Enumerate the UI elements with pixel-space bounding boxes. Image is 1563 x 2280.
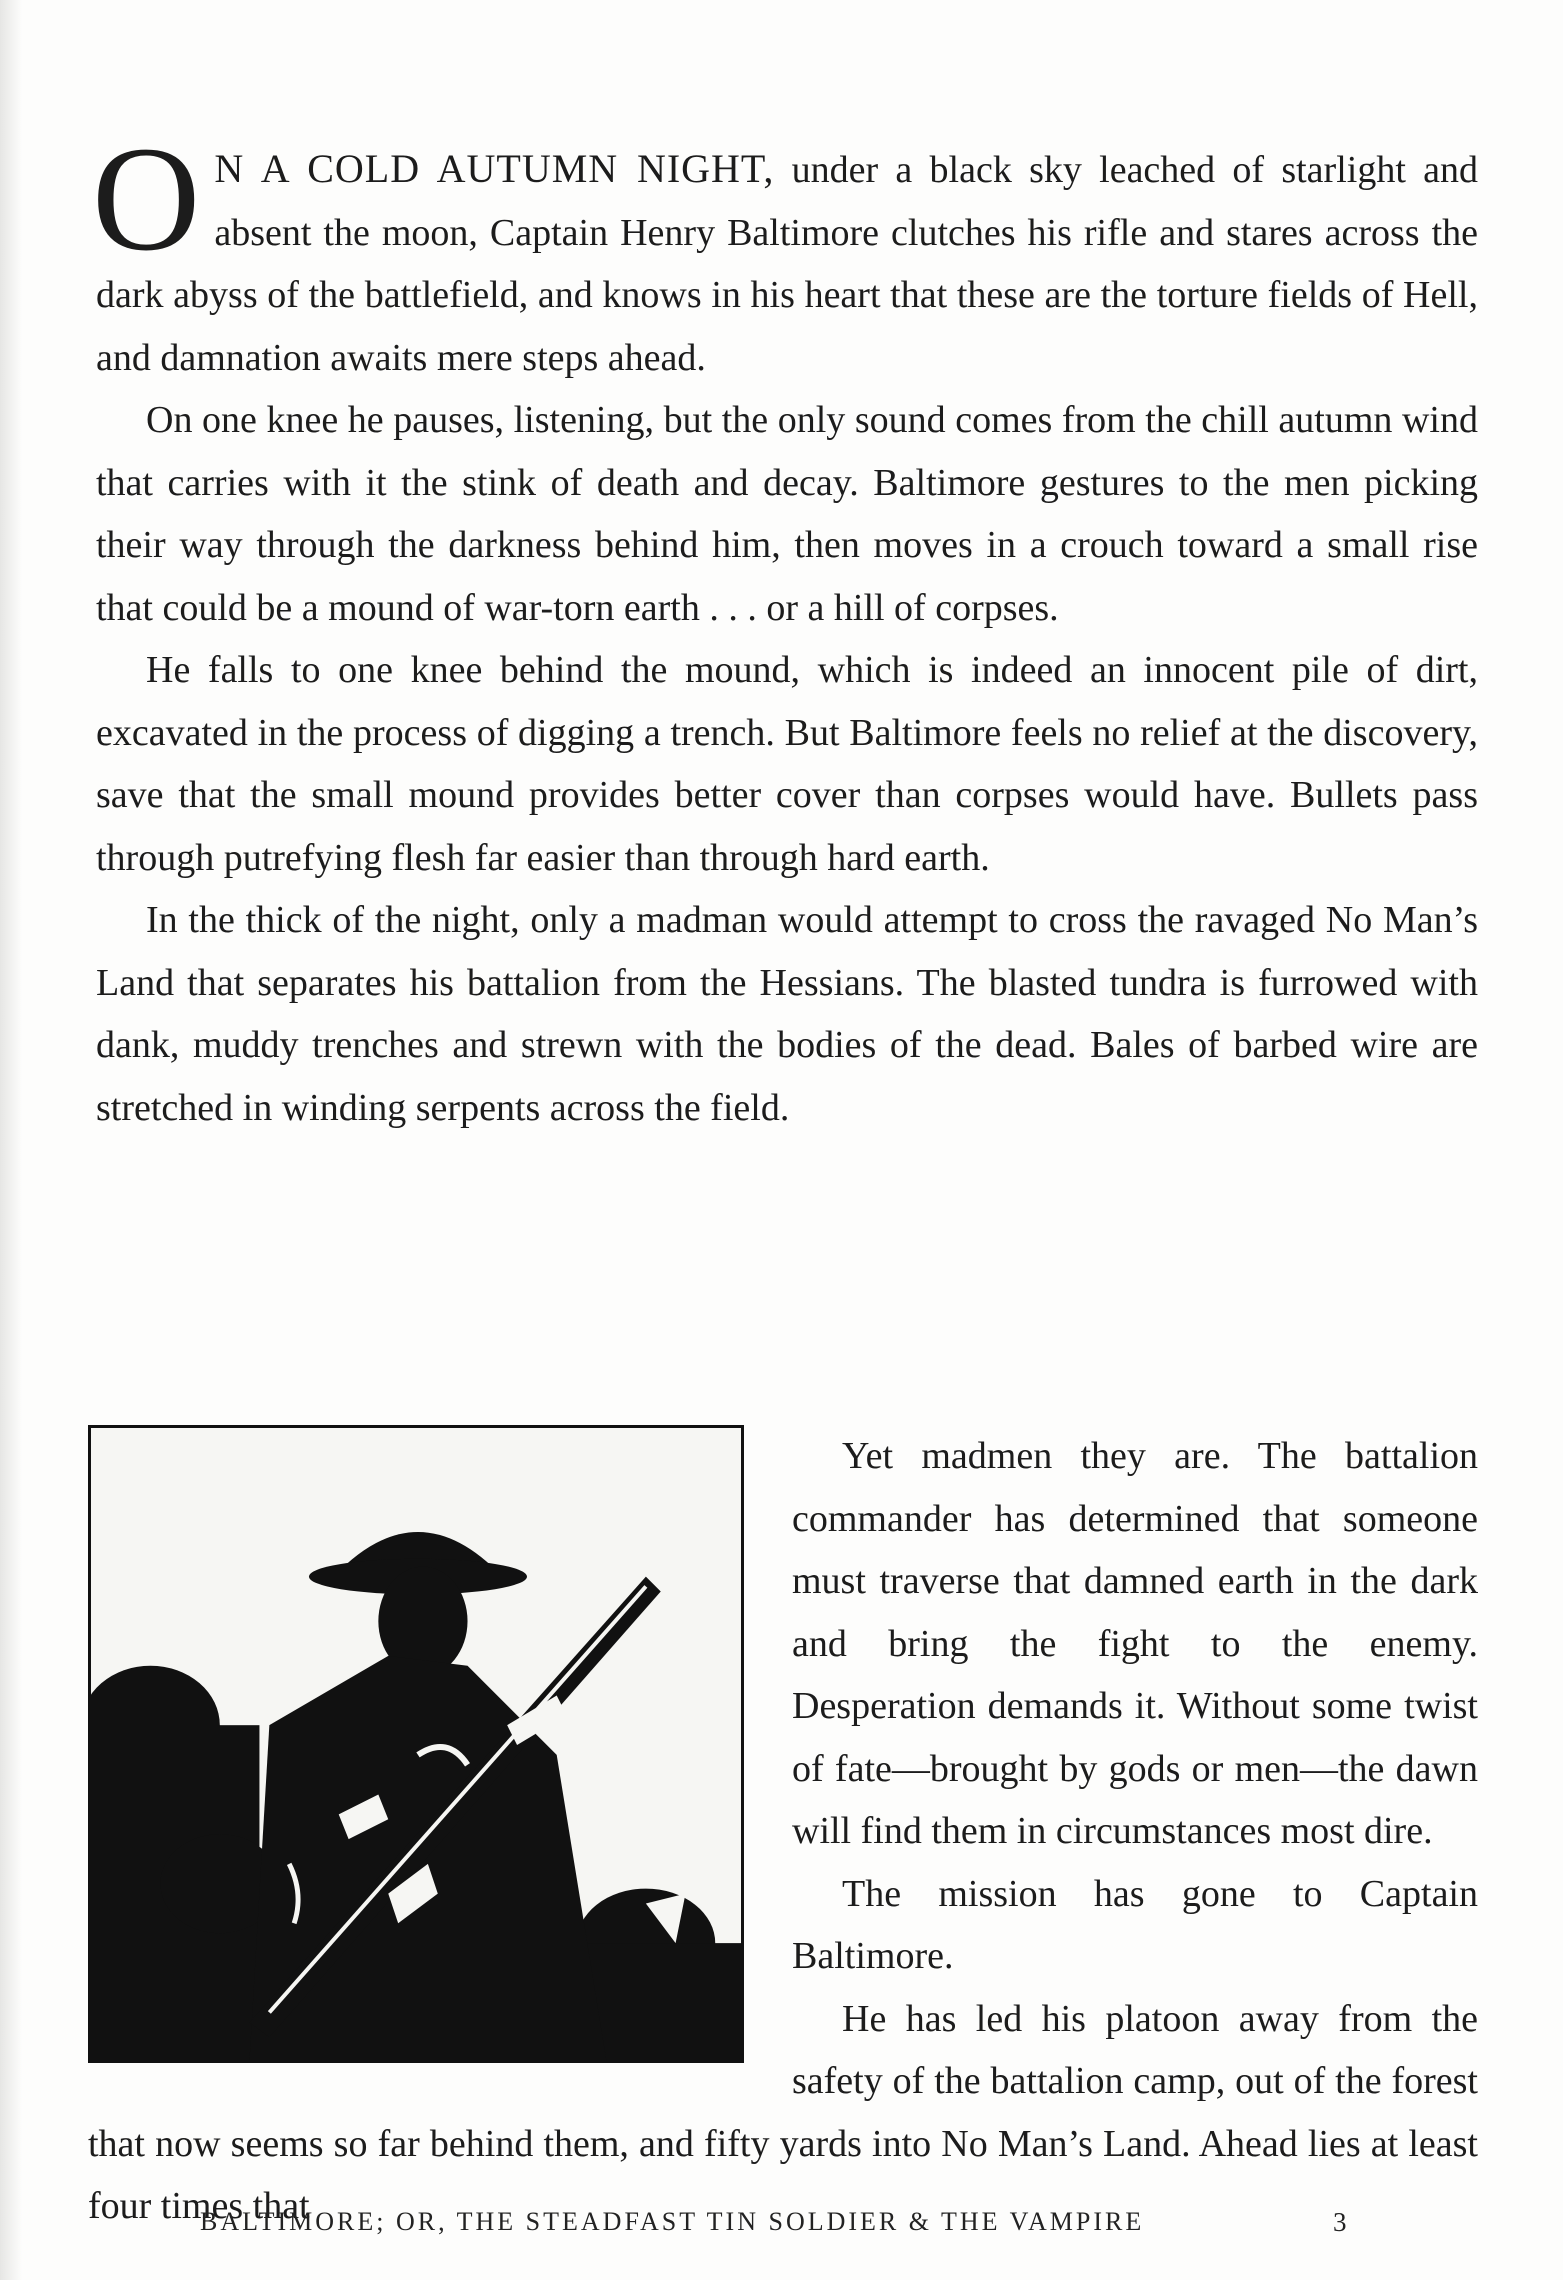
paragraph-3: He falls to one knee behind the mound, which is indeed an innocent pile of dirt, excavated in the process of digging a trench. But Baltimore feels no relief at the discovery, save that the small mound provides better cover than corpses would have. Bullets pass through putrefying flesh far easier than through hard earth. <box>96 649 1478 879</box>
woodcut-illustration <box>88 1425 744 2063</box>
lead-in-caps: N A COLD AUTUMN NIGHT, <box>214 146 775 191</box>
body-text-with-illustration <box>88 1425 1478 2238</box>
paragraph-7: He has led his platoon away from the safety of the battalion camp, out of the forest that now seems so far behind them, and fifty yards into No Man’s Land. Ahead lies at least four times that <box>88 1997 1478 2227</box>
paragraph-1 <box>92 116 1478 389</box>
soldier-woodcut-image <box>91 1428 741 2060</box>
drop-cap: O <box>92 116 201 282</box>
paragraph-4: In the thick of the night, only a madman would attempt to cross the ravaged No Man’s Land that separates his battalion from the Hessians. The blasted tundra is furrowed with dank, muddy trenches and strewn with the bodies of the dead. Bales of barbed wire are stretched in winding serpents across the field. <box>96 899 1478 1129</box>
paragraph-6: The mission has gone to Captain Baltimore. <box>792 1872 1478 1977</box>
gutter-shadow <box>0 0 22 2280</box>
page-number: 3 <box>1333 2207 1347 2237</box>
paragraph-2: On one knee he pauses, listening, but the only sound comes from the chill autumn wind that carries with it the stink of death and decay. Baltimore gestures to the men picking their way through the darkness behind him, then moves in a crouch toward a small rise that could be a mound of war-torn earth . . . or a hill of corpses. <box>96 399 1478 629</box>
running-footer-title: BALTIMORE; OR, THE STEADFAST TIN SOLDIER & THE VAMPIRE <box>200 2207 1145 2236</box>
body-text-top <box>92 116 1478 1139</box>
paragraph-1-text: under a black sky leached of starlight and absent the moon, Captain Henry Baltimore clutches his rifle and stares across the dark abyss of the battlefield, and knows in his heart that these are the torture fields of Hell, and damnation awaits mere steps ahead. <box>96 149 1478 379</box>
paragraph-5: Yet madmen they are. The battalion commander has determined that someone must traverse that damned earth in the dark and bring the fight to the enemy. Desperation demands it. Without some twist of fate—brought by gods or men—the dawn will find them in circumstances most dire. <box>792 1435 1478 1852</box>
